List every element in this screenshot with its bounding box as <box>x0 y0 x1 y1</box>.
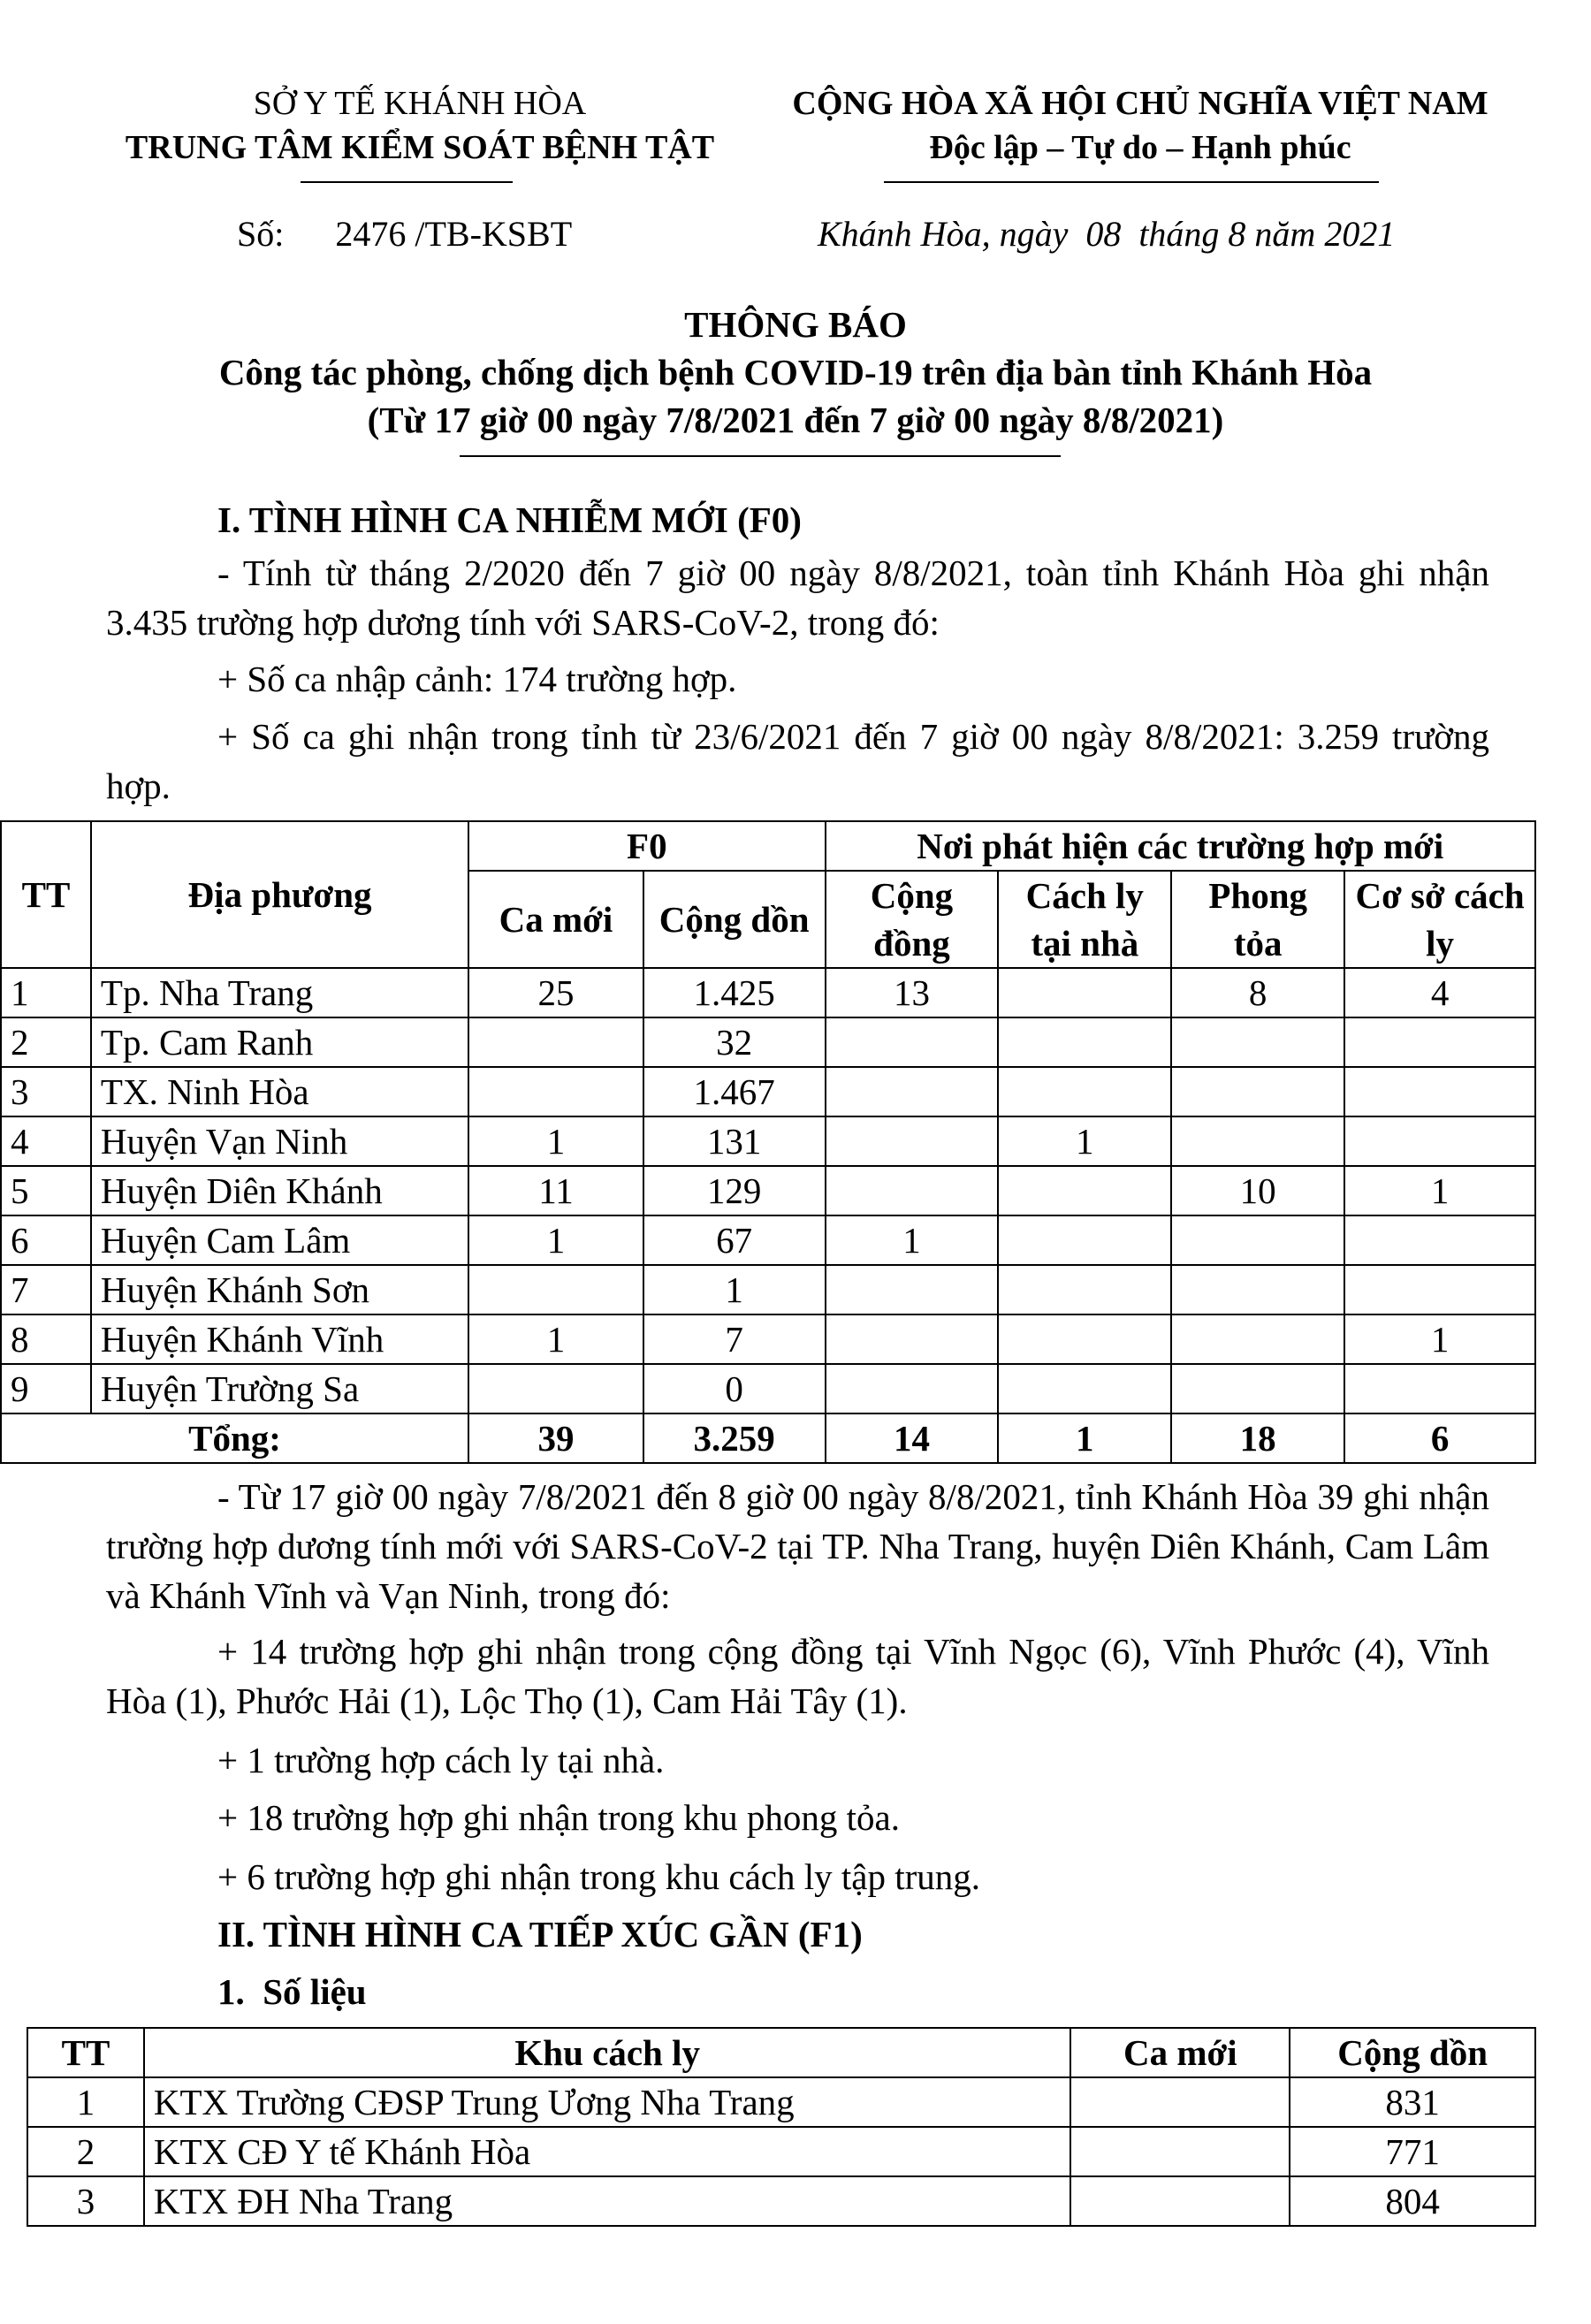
cell-tt: 1 <box>1 968 91 1017</box>
table-row <box>27 2077 1535 2127</box>
col-tt: TT <box>27 2028 144 2077</box>
f0-cases-table <box>0 820 1536 1464</box>
cell-new <box>468 1265 643 1314</box>
cell-location: Tp. Cam Ranh <box>91 1017 468 1067</box>
cell-community <box>826 1166 999 1215</box>
table-row <box>1 1017 1535 1067</box>
national-name: CỘNG HÒA XÃ HỘI CHỦ NGHĨA VIỆT NAM <box>792 85 1488 122</box>
total-facility: 6 <box>1344 1413 1535 1463</box>
cell-location: Tp. Nha Trang <box>91 968 468 1017</box>
total-label: Tổng: <box>1 1413 468 1463</box>
cell-location: Huyện Vạn Ninh <box>91 1116 468 1166</box>
cell-facility <box>1344 1215 1535 1265</box>
cell-cumulative: 1.467 <box>643 1067 826 1116</box>
cell-cumulative: 0 <box>643 1364 826 1413</box>
table-row <box>1 1116 1535 1166</box>
col-new: Ca mới <box>1070 2028 1290 2077</box>
col-isolation-facility: Cơ sở cách ly <box>1344 871 1535 968</box>
cell-tt: 1 <box>27 2077 144 2127</box>
cell-area: KTX ĐH Nha Trang <box>144 2176 1071 2226</box>
cell-lockdown <box>1171 1314 1344 1364</box>
f1-quarantine-table <box>27 2027 1536 2227</box>
cell-cumulative: 131 <box>643 1116 826 1166</box>
cell-lockdown <box>1171 1017 1344 1067</box>
cell-home <box>998 1166 1171 1215</box>
cell-cumulative: 67 <box>643 1215 826 1265</box>
col-area: Khu cách ly <box>144 2028 1071 2077</box>
col-group-f0: F0 <box>468 821 825 871</box>
cell-facility <box>1344 1017 1535 1067</box>
cell-cumulative: 129 <box>643 1166 826 1215</box>
cell-lockdown <box>1171 1364 1344 1413</box>
table-row <box>1 1314 1535 1364</box>
table-row <box>1 1215 1535 1265</box>
col-home-isolation: Cách ly tại nhà <box>998 871 1171 968</box>
cell-lockdown: 10 <box>1171 1166 1344 1215</box>
section-2-heading: II. TÌNH HÌNH CA TIẾP XÚC GẦN (F1) <box>217 1914 863 1954</box>
cell-new: 1 <box>468 1116 643 1166</box>
cell-community <box>826 1364 999 1413</box>
notice-title-block <box>0 301 1591 444</box>
cell-new <box>1070 2127 1290 2176</box>
cell-home <box>998 1314 1171 1364</box>
cell-home: 1 <box>998 1116 1171 1166</box>
cell-area: KTX CĐ Y tế Khánh Hòa <box>144 2127 1071 2176</box>
cell-location: Huyện Trường Sa <box>91 1364 468 1413</box>
cell-facility <box>1344 1265 1535 1314</box>
cell-tt: 3 <box>1 1067 91 1116</box>
section-1-bullet-3: + 14 trường hợp ghi nhận trong cộng đồng tại Vĩnh Ngọc (6), Vĩnh Phước (4), Vĩnh Hòa (1), Phước Hải (1), Lộc Thọ (1), Cam Hải Tây (1). <box>106 1631 1489 1721</box>
col-location: Địa phương <box>91 821 468 968</box>
cell-new: 1 <box>468 1314 643 1364</box>
title-underline <box>460 455 1061 457</box>
document-number <box>237 212 572 256</box>
cell-home <box>998 1067 1171 1116</box>
cell-cumulative: 1.425 <box>643 968 826 1017</box>
issuer-underline <box>301 181 513 183</box>
section-1-bullet-6: + 6 trường hợp ghi nhận trong khu cách ly tập trung. <box>217 1856 981 1897</box>
cell-facility <box>1344 1067 1535 1116</box>
cell-home <box>998 1017 1171 1067</box>
cell-community <box>826 1017 999 1067</box>
col-new: Ca mới <box>468 871 643 968</box>
total-community: 14 <box>826 1413 999 1463</box>
cell-new <box>468 1067 643 1116</box>
cell-tt: 4 <box>1 1116 91 1166</box>
cell-facility <box>1344 1116 1535 1166</box>
cell-lockdown <box>1171 1265 1344 1314</box>
motto-underline <box>884 181 1379 183</box>
notice-period: (Từ 17 giờ 00 ngày 7/8/2021 đến 7 giờ 00 ngày 8/8/2021) <box>367 400 1224 440</box>
cell-home <box>998 1364 1171 1413</box>
cell-location: Huyện Cam Lâm <box>91 1215 468 1265</box>
cell-tt: 3 <box>27 2176 144 2226</box>
col-cumulative: Cộng dồn <box>1290 2028 1535 2077</box>
section-1-bullet-2: + Số ca ghi nhận trong tỉnh từ 23/6/2021 đến 7 giờ 00 ngày 8/8/2021: 3.259 trường hợp. <box>106 716 1489 806</box>
col-lockdown: Phong tỏa <box>1171 871 1344 968</box>
cell-tt: 5 <box>1 1166 91 1215</box>
cell-tt: 7 <box>1 1265 91 1314</box>
table-row <box>27 2176 1535 2226</box>
notice-heading: THÔNG BÁO <box>684 304 907 345</box>
cell-tt: 8 <box>1 1314 91 1364</box>
section-1-para-1: - Tính từ tháng 2/2020 đến 7 giờ 00 ngày 8/8/2021, toàn tỉnh Khánh Hòa ghi nhận 3.435 trường hợp dương tính với SARS-CoV-2, trong đó: <box>106 552 1489 643</box>
cell-cumulative: 804 <box>1290 2176 1535 2226</box>
cell-lockdown <box>1171 1215 1344 1265</box>
cell-community <box>826 1314 999 1364</box>
number-value: 2476 /TB-KSBT <box>335 214 573 254</box>
cell-facility: 1 <box>1344 1314 1535 1364</box>
cell-community: 1 <box>826 1215 999 1265</box>
col-community: Cộng đồng <box>826 871 999 968</box>
table-row <box>1 1166 1535 1215</box>
col-tt: TT <box>1 821 91 968</box>
cell-cumulative: 32 <box>643 1017 826 1067</box>
total-row <box>1 1413 1535 1463</box>
col-cumulative: Cộng dồn <box>643 871 826 968</box>
cell-community <box>826 1067 999 1116</box>
cell-new <box>1070 2077 1290 2127</box>
total-cumulative: 3.259 <box>643 1413 826 1463</box>
cell-lockdown: 8 <box>1171 968 1344 1017</box>
cell-home <box>998 1265 1171 1314</box>
cell-lockdown <box>1171 1067 1344 1116</box>
section-1-para-2: - Từ 17 giờ 00 ngày 7/8/2021 đến 8 giờ 00 ngày 8/8/2021, tỉnh Khánh Hòa 39 ghi nhận trường hợp dương tính mới với SARS-CoV-2 tại TP. Nha Trang, huyện Diên Khánh, Cam Lâm và Khánh Vĩnh và Vạn Ninh, trong đó: <box>106 1476 1489 1616</box>
cell-cumulative: 771 <box>1290 2127 1535 2176</box>
total-lockdown: 18 <box>1171 1413 1344 1463</box>
cell-cumulative: 831 <box>1290 2077 1535 2127</box>
cell-tt: 2 <box>27 2127 144 2176</box>
cell-area: KTX Trường CĐSP Trung Ương Nha Trang <box>144 2077 1071 2127</box>
issuer-department: SỞ Y TẾ KHÁNH HÒA <box>253 85 587 122</box>
issuer-center: TRUNG TÂM KIỂM SOÁT BỆNH TẬT <box>125 129 715 166</box>
cell-facility: 1 <box>1344 1166 1535 1215</box>
cell-facility <box>1344 1364 1535 1413</box>
cell-location: TX. Ninh Hòa <box>91 1067 468 1116</box>
section-1-bullet-1: + Số ca nhập cảnh: 174 trường hợp. <box>217 659 737 699</box>
number-label: Số: <box>237 214 285 254</box>
section-2-sub-heading: 1. Số liệu <box>217 1971 367 2012</box>
cell-location: Huyện Diên Khánh <box>91 1166 468 1215</box>
section-1-heading: I. TÌNH HÌNH CA NHIỄM MỚI (F0) <box>217 499 802 540</box>
cell-home <box>998 1215 1171 1265</box>
table-row <box>1 1364 1535 1413</box>
cell-lockdown <box>1171 1116 1344 1166</box>
cell-tt: 9 <box>1 1364 91 1413</box>
cell-new <box>468 1017 643 1067</box>
table-row <box>27 2127 1535 2176</box>
place-date: Khánh Hòa, ngày 08 tháng 8 năm 2021 <box>818 214 1396 254</box>
cell-facility: 4 <box>1344 968 1535 1017</box>
table-row <box>1 1265 1535 1314</box>
section-1-bullet-4: + 1 trường hợp cách ly tại nhà. <box>217 1740 665 1780</box>
issuer-block <box>106 81 734 170</box>
cell-location: Huyện Khánh Sơn <box>91 1265 468 1314</box>
cell-new: 25 <box>468 968 643 1017</box>
cell-location: Huyện Khánh Vĩnh <box>91 1314 468 1364</box>
cell-community <box>826 1265 999 1314</box>
cell-new: 11 <box>468 1166 643 1215</box>
cell-community <box>826 1116 999 1166</box>
table-row <box>1 1067 1535 1116</box>
cell-cumulative: 1 <box>643 1265 826 1314</box>
cell-tt: 6 <box>1 1215 91 1265</box>
cell-new: 1 <box>468 1215 643 1265</box>
cell-home <box>998 968 1171 1017</box>
notice-subtitle: Công tác phòng, chống dịch bệnh COVID-19 trên địa bàn tỉnh Khánh Hòa <box>218 352 1373 392</box>
col-group-detection: Nơi phát hiện các trường hợp mới <box>826 821 1535 871</box>
total-new: 39 <box>468 1413 643 1463</box>
total-home: 1 <box>998 1413 1171 1463</box>
cell-community: 13 <box>826 968 999 1017</box>
section-1-bullet-5: + 18 trường hợp ghi nhận trong khu phong tỏa. <box>217 1797 900 1838</box>
cell-new <box>1070 2176 1290 2226</box>
cell-cumulative: 7 <box>643 1314 826 1364</box>
cell-new <box>468 1364 643 1413</box>
national-motto: Độc lập – Tự do – Hạnh phúc <box>929 129 1351 166</box>
cell-tt: 2 <box>1 1017 91 1067</box>
table-row <box>1 968 1535 1017</box>
national-motto-block <box>742 81 1538 170</box>
